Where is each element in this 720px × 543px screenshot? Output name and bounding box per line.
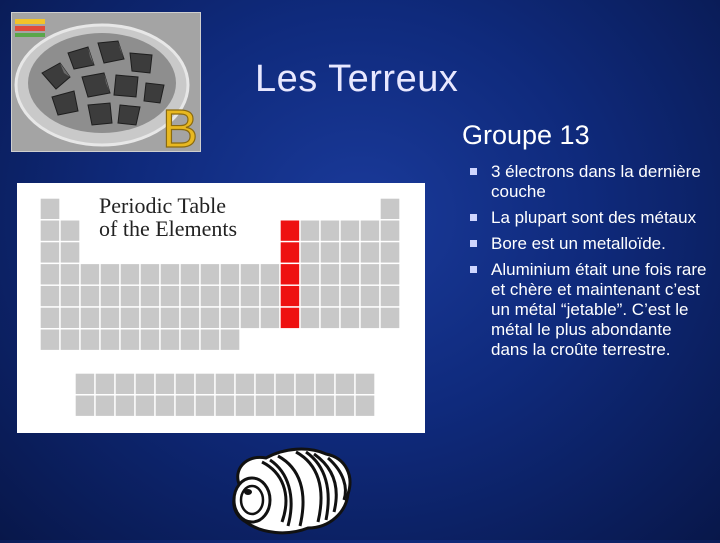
periodic-table-cell xyxy=(355,373,375,395)
periodic-table-cell xyxy=(380,263,400,285)
periodic-table-cell xyxy=(360,242,380,264)
periodic-table-cell xyxy=(280,220,300,242)
periodic-table-cell xyxy=(340,220,360,242)
periodic-table-cell xyxy=(320,242,340,264)
periodic-table-cell xyxy=(340,263,360,285)
periodic-table-cell xyxy=(60,307,80,329)
periodic-table-cell xyxy=(380,198,400,220)
periodic-table-cell xyxy=(275,373,295,395)
periodic-table-cell xyxy=(320,285,340,307)
periodic-table-cell xyxy=(380,307,400,329)
periodic-table-cell xyxy=(380,220,400,242)
slide-subtitle: Groupe 13 xyxy=(462,120,590,150)
periodic-table-cell xyxy=(295,373,315,395)
periodic-table-cell xyxy=(155,395,175,417)
periodic-table-cell xyxy=(360,263,380,285)
periodic-table-cell xyxy=(320,263,340,285)
periodic-table-cell xyxy=(60,263,80,285)
periodic-table-cell xyxy=(195,395,215,417)
periodic-table-cell xyxy=(100,263,120,285)
periodic-table-cell xyxy=(240,285,260,307)
periodic-table-cell xyxy=(40,285,60,307)
periodic-table-cell xyxy=(160,285,180,307)
periodic-table-cell xyxy=(40,307,60,329)
periodic-table-cell xyxy=(100,329,120,351)
periodic-table-cell xyxy=(335,373,355,395)
periodic-table-cell xyxy=(120,307,140,329)
periodic-table-cell xyxy=(135,395,155,417)
periodic-table-cell xyxy=(75,373,95,395)
periodic-table-cell xyxy=(280,307,300,329)
periodic-table-cell xyxy=(280,285,300,307)
periodic-table-cell xyxy=(80,263,100,285)
periodic-table-cell xyxy=(180,285,200,307)
bullet-square-icon xyxy=(470,240,477,247)
periodic-table-cell xyxy=(380,285,400,307)
periodic-table-cell xyxy=(240,263,260,285)
periodic-table-cell xyxy=(215,395,235,417)
periodic-table-cell xyxy=(315,373,335,395)
periodic-table-cell xyxy=(300,307,320,329)
periodic-table-cell xyxy=(60,285,80,307)
periodic-table-cell xyxy=(140,329,160,351)
periodic-table-cell xyxy=(40,198,60,220)
periodic-table-cell xyxy=(320,307,340,329)
periodic-table-image xyxy=(17,183,425,433)
periodic-table-cell xyxy=(200,307,220,329)
bullet-square-icon xyxy=(470,266,477,273)
periodic-table-cell xyxy=(240,307,260,329)
periodic-table-cell xyxy=(340,307,360,329)
periodic-table-cell xyxy=(120,329,140,351)
periodic-table-cell xyxy=(160,263,180,285)
periodic-table-cell xyxy=(140,263,160,285)
periodic-table-cell xyxy=(40,263,60,285)
periodic-table-cell xyxy=(40,242,60,264)
periodic-table-cell xyxy=(260,285,280,307)
periodic-table-cell xyxy=(215,373,235,395)
periodic-table-cell xyxy=(195,373,215,395)
periodic-table-cell xyxy=(95,395,115,417)
badge-bar-icon xyxy=(15,19,45,24)
periodic-table-heading-1: Periodic Table xyxy=(99,193,226,218)
bullet-square-icon xyxy=(470,168,477,175)
periodic-table-cell xyxy=(60,329,80,351)
periodic-table-cell xyxy=(380,242,400,264)
periodic-table-cell xyxy=(360,307,380,329)
periodic-table-cell xyxy=(355,395,375,417)
periodic-table-cell xyxy=(280,263,300,285)
periodic-table-cell xyxy=(115,395,135,417)
periodic-table-cell xyxy=(200,285,220,307)
periodic-table-cell xyxy=(235,373,255,395)
periodic-table-cell xyxy=(160,329,180,351)
periodic-table-cell xyxy=(95,373,115,395)
periodic-table-cell xyxy=(235,395,255,417)
periodic-table-cell xyxy=(340,285,360,307)
periodic-table-cell xyxy=(180,263,200,285)
periodic-table-cell xyxy=(300,242,320,264)
periodic-table-cell xyxy=(335,395,355,417)
periodic-table-cell xyxy=(180,329,200,351)
crushed-can-icon xyxy=(222,442,358,543)
periodic-table-cell xyxy=(220,307,240,329)
bullet-item: Bore est un metalloïde. xyxy=(470,234,710,254)
periodic-table-cell xyxy=(220,263,240,285)
periodic-table-cell xyxy=(80,307,100,329)
periodic-table-cell xyxy=(135,373,155,395)
periodic-table-cell xyxy=(100,307,120,329)
bullet-item: 3 électrons dans la dernière couche xyxy=(470,162,710,202)
periodic-table-cell xyxy=(80,285,100,307)
periodic-table-cell xyxy=(340,242,360,264)
periodic-table-heading-2: of the Elements xyxy=(99,216,238,241)
periodic-table-cell xyxy=(360,220,380,242)
periodic-table-cell xyxy=(320,220,340,242)
periodic-table-cell xyxy=(175,373,195,395)
periodic-table-cell xyxy=(220,285,240,307)
boron-photo xyxy=(11,12,201,152)
periodic-table-cell xyxy=(175,395,195,417)
periodic-table-cell xyxy=(60,220,80,242)
periodic-table-cell xyxy=(60,242,80,264)
periodic-table-cell xyxy=(260,263,280,285)
periodic-table-cell xyxy=(275,395,295,417)
periodic-table-cell xyxy=(200,329,220,351)
periodic-table-cell xyxy=(120,263,140,285)
periodic-table-cell xyxy=(40,220,60,242)
periodic-table-cell xyxy=(140,307,160,329)
periodic-table-cell xyxy=(220,329,240,351)
periodic-table-cell xyxy=(115,373,135,395)
periodic-table-cell xyxy=(100,285,120,307)
periodic-table-cell xyxy=(260,307,280,329)
periodic-table-cell xyxy=(40,329,60,351)
periodic-table-cell xyxy=(255,373,275,395)
periodic-table-cell xyxy=(140,285,160,307)
periodic-table-cell xyxy=(155,373,175,395)
periodic-table-cell xyxy=(295,395,315,417)
bullet-square-icon xyxy=(470,214,477,221)
periodic-table-cell xyxy=(200,263,220,285)
periodic-table-cell xyxy=(300,263,320,285)
bullet-item: Aluminium était une fois rare et chère et maintenant c’est un métal “jetable”. C’est le métal le plus abondante dans la croûte terrestre. xyxy=(470,260,710,360)
bullet-item: La plupart sont des métaux xyxy=(470,208,710,228)
periodic-table-cell xyxy=(280,242,300,264)
periodic-table-cell xyxy=(180,307,200,329)
periodic-table-cell xyxy=(315,395,335,417)
periodic-table-cell xyxy=(300,220,320,242)
periodic-table-cell xyxy=(360,285,380,307)
periodic-table-cell xyxy=(120,285,140,307)
periodic-table-cell xyxy=(160,307,180,329)
periodic-table-cell xyxy=(80,329,100,351)
bullet-list xyxy=(470,162,710,366)
periodic-table-cell xyxy=(255,395,275,417)
periodic-table-cell xyxy=(75,395,95,417)
slide-title: Les Terreux xyxy=(255,58,459,100)
element-symbol: B xyxy=(162,99,199,151)
periodic-table-cell xyxy=(300,285,320,307)
